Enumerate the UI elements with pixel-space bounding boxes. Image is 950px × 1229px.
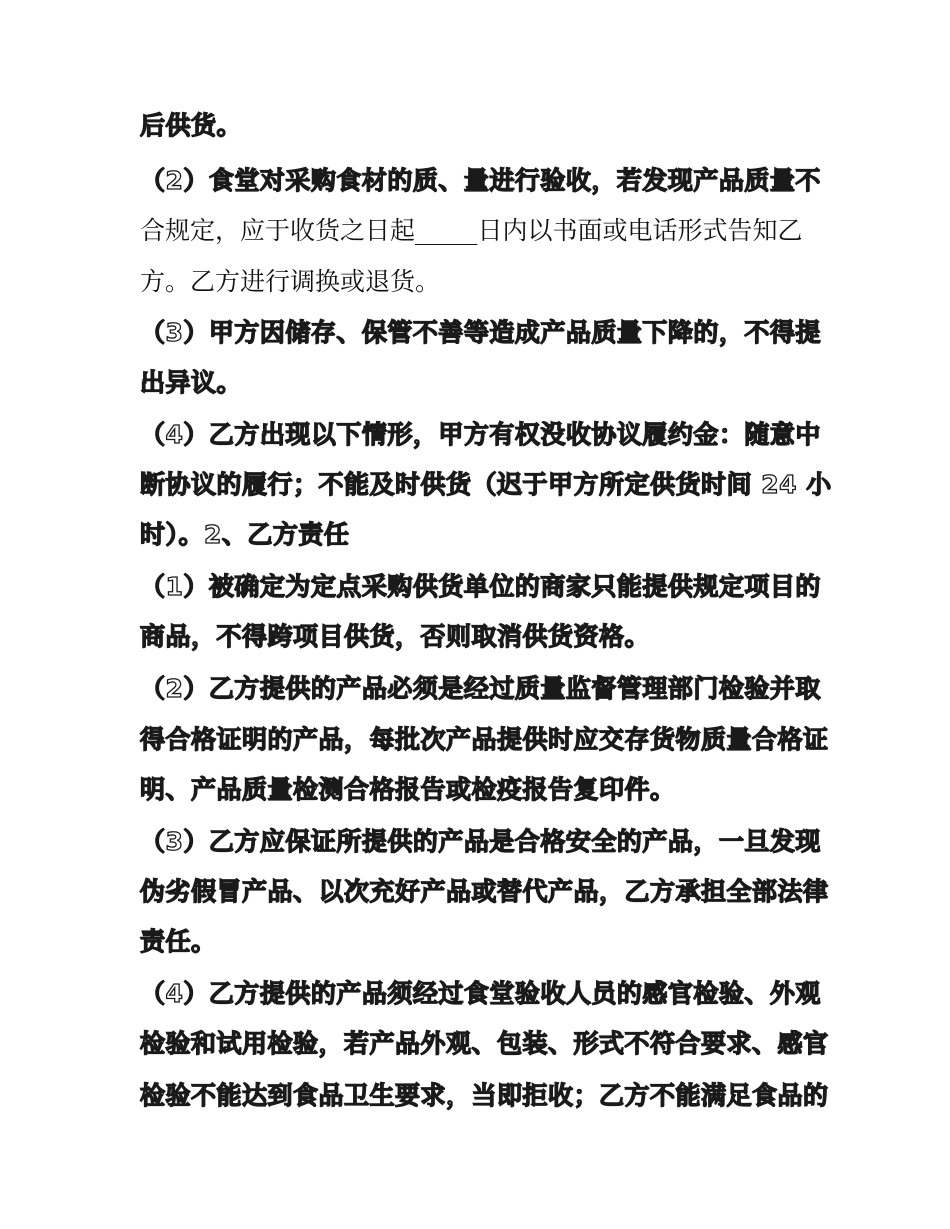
text-line: 时）。2、乙方责任 xyxy=(140,520,350,549)
text-line: （3）甲方因储存、保管不善等造成产品质量下降的，不得提 xyxy=(140,318,821,347)
text-line: 明、产品质量检测合格报告或检疫报告复印件。 xyxy=(140,775,676,804)
text-line: 得合格证明的产品，每批次产品提供时应交存货物质量合格证 xyxy=(140,725,829,754)
text-line: 断协议的履行；不能及时供货（迟于甲方所定供货时间 24 小 xyxy=(140,470,832,499)
text-line: 伪劣假冒产品、以次充好产品或替代产品，乙方承担全部法律 xyxy=(140,877,829,906)
text-line: 合规定，应于收货之日起_____日内以书面或电话形式告知乙 xyxy=(140,216,803,245)
text-line: （2）乙方提供的产品必须是经过质量监督管理部门检验并取 xyxy=(140,674,821,703)
text-line: 检验和试用检验，若产品外观、包装、形式不符合要求、感官 xyxy=(140,1029,829,1058)
text-line: （4）乙方出现以下情形，甲方有权没收协议履约金：随意中 xyxy=(140,420,821,449)
text-line: 商品，不得跨项目供货，否则取消供货资格。 xyxy=(140,622,651,651)
text-line: 责任。 xyxy=(140,927,217,956)
text-line: （2）食堂对采购食材的质、量进行验收，若发现产品质量不 xyxy=(140,166,821,195)
text-line: （1）被确定为定点采购供货单位的商家只能提供规定项目的 xyxy=(140,572,821,601)
text-line: 检验不能达到食品卫生要求，当即拒收；乙方不能满足食品的 xyxy=(140,1081,829,1110)
text-line: 后供货。 xyxy=(140,111,243,140)
text-line: 方。乙方进行调换或退货。 xyxy=(140,267,441,296)
text-line: 出异议。 xyxy=(140,368,243,397)
text-line: （3）乙方应保证所提供的产品是合格安全的产品，一旦发现 xyxy=(140,827,821,856)
text-line: （4）乙方提供的产品须经过食堂验收人员的感官检验、外观 xyxy=(140,979,821,1008)
